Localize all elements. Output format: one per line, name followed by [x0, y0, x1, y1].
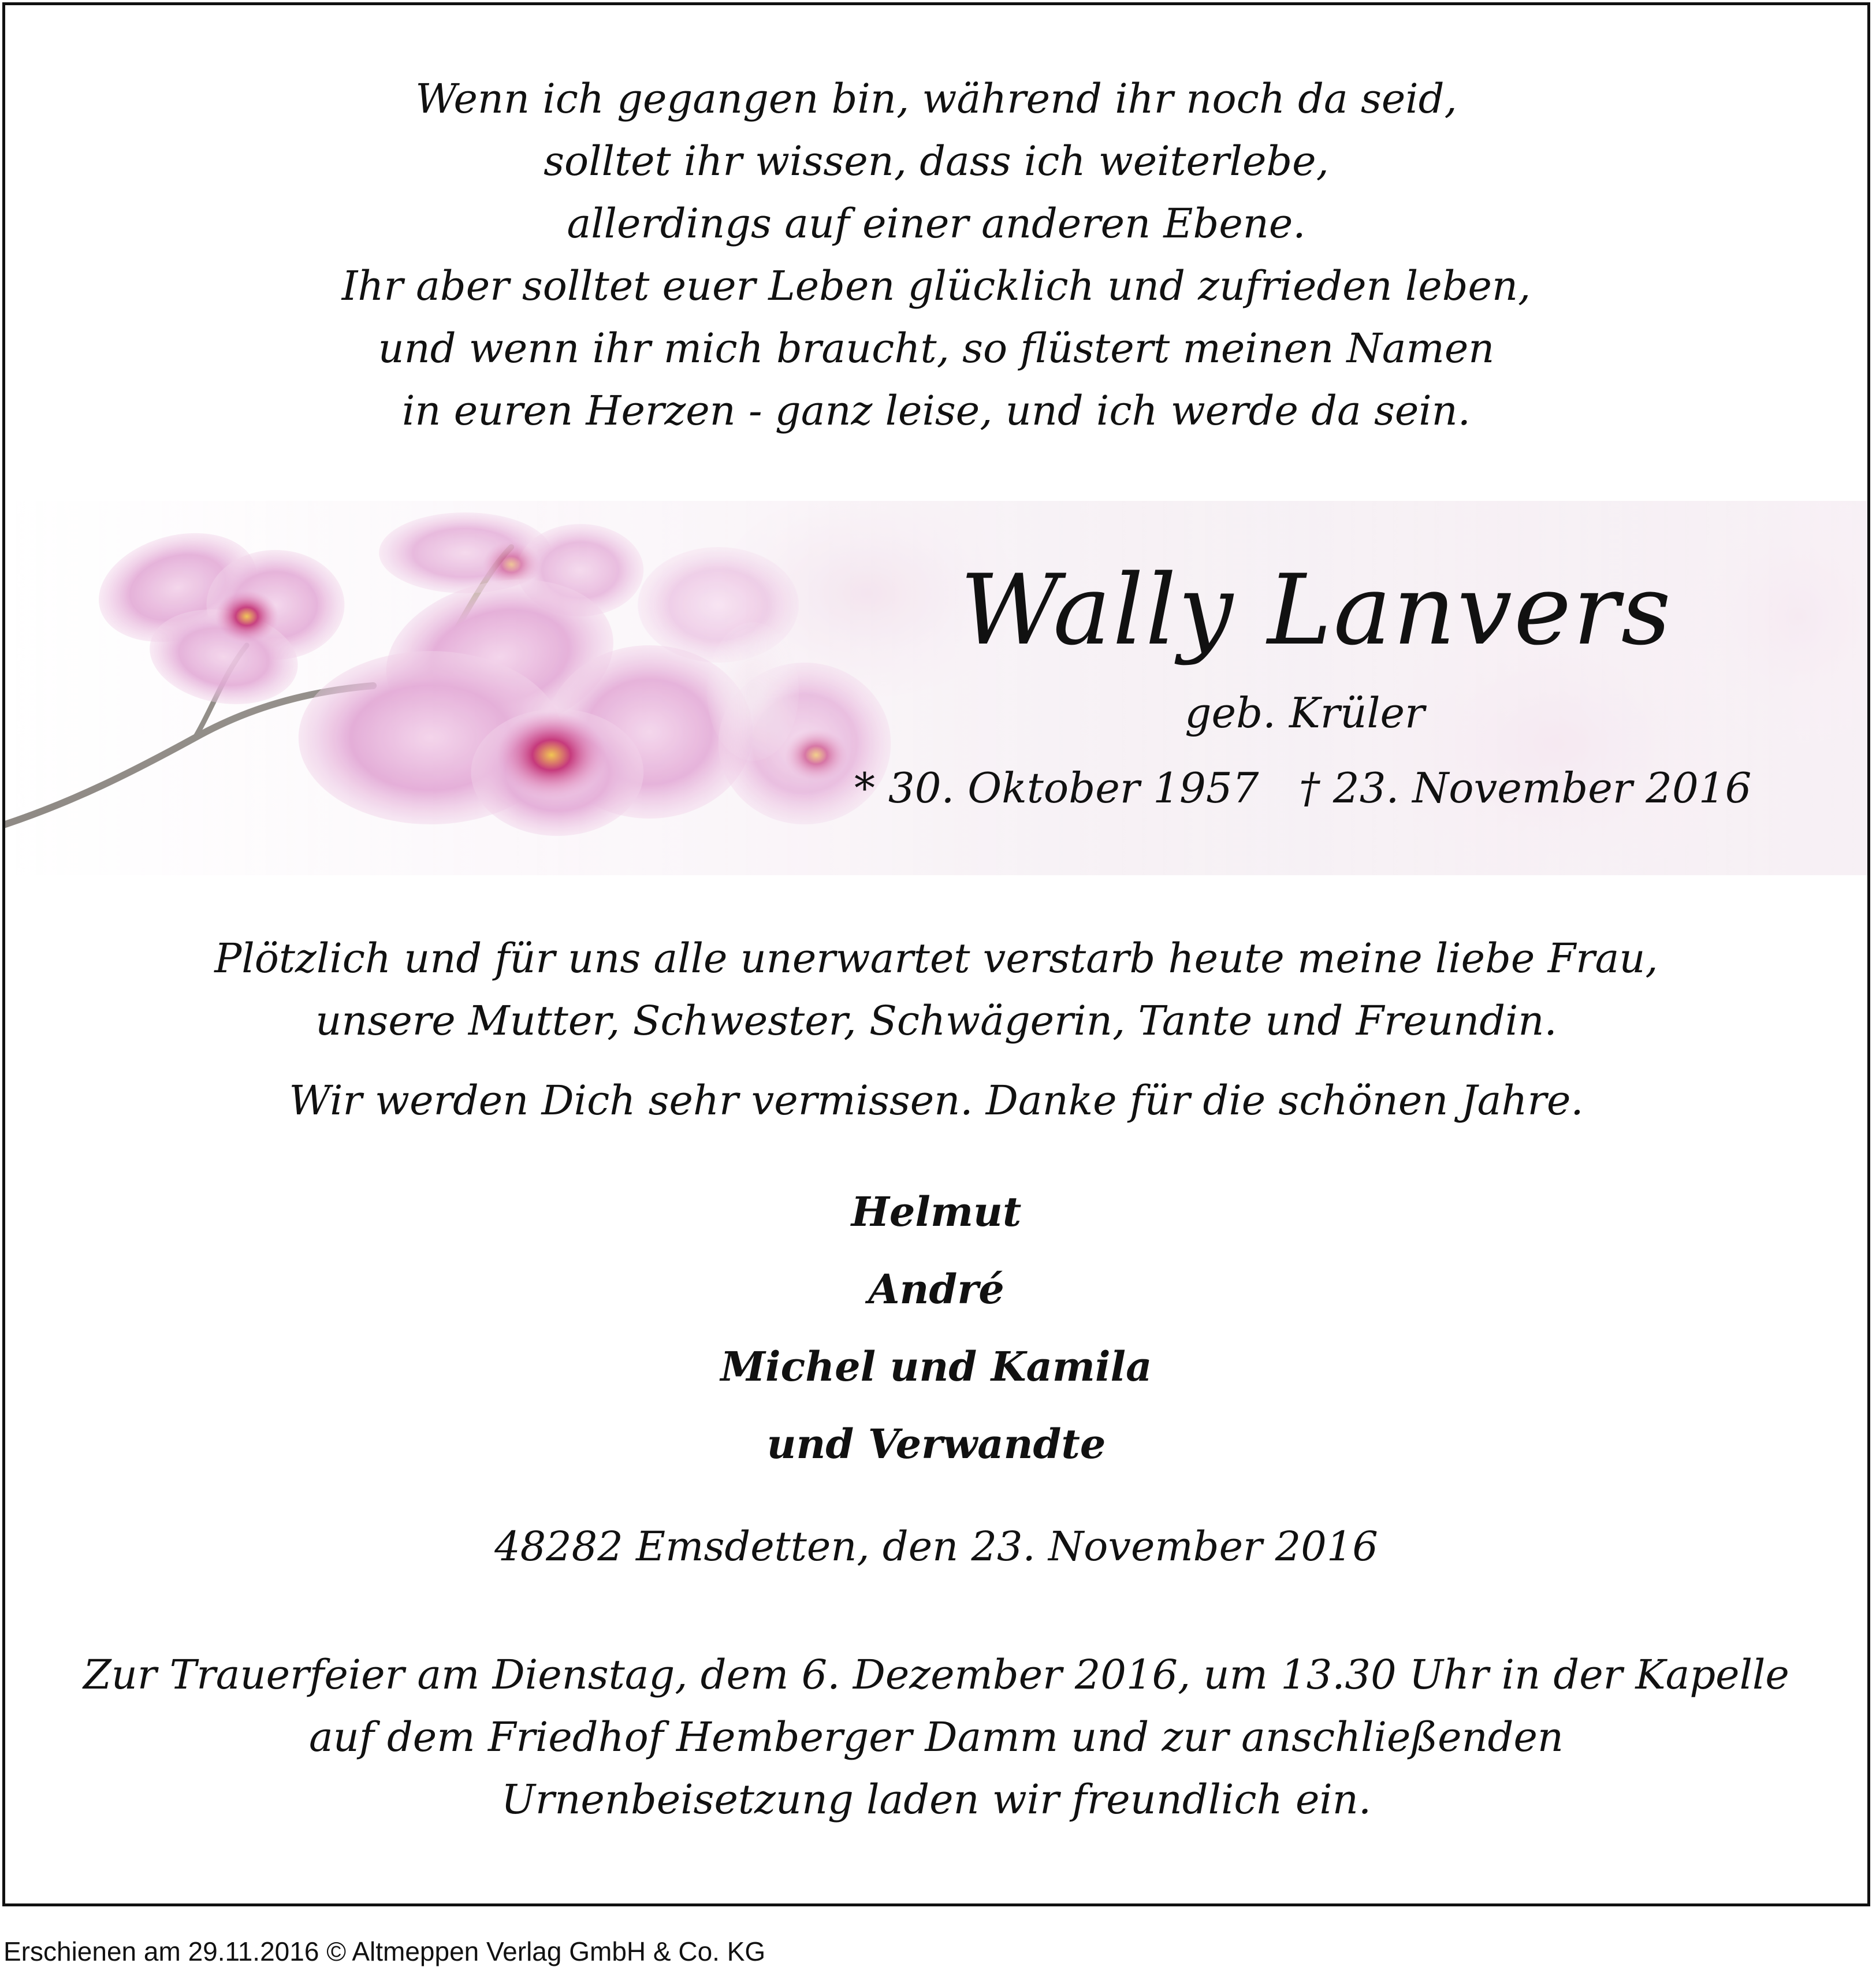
funeral-line: Urnenbeisetzung laden wir freundlich ein.	[501, 1776, 1372, 1823]
poem-line: solltet ihr wissen, dass ich weiterlebe,	[544, 137, 1329, 185]
mourner-name: Michel und Kamila	[720, 1343, 1152, 1390]
mourner-name: André	[868, 1265, 1004, 1313]
poem-line: in euren Herzen - ganz leise, und ich werde da sein.	[401, 387, 1471, 434]
funeral-notice	[5, 1644, 1867, 1831]
funeral-line: auf dem Friedhof Hemberger Damm und zur anschließenden	[309, 1713, 1564, 1761]
mourners-list	[5, 1173, 1867, 1483]
place-date: 48282 Emsdetten, den 23. November 2016	[494, 1523, 1378, 1570]
birth-date: * 30. Oktober 1957	[854, 764, 1259, 812]
announcement-line: Plötzlich und für uns alle unerwartet verstarb heute meine liebe Frau,	[214, 935, 1658, 982]
poem-line: Wenn ich gegangen bin, während ihr noch da seid,	[415, 75, 1457, 122]
funeral-line: Zur Trauerfeier am Dienstag, dem 6. Dezember 2016, um 13.30 Uhr in der Kapelle	[83, 1651, 1789, 1698]
death-date: † 23. November 2016	[1299, 764, 1752, 812]
poem	[5, 68, 1867, 442]
farewell-text: Wir werden Dich sehr vermissen. Danke für die schönen Jahre.	[289, 1077, 1584, 1124]
deceased-name: Wally Lanvers	[960, 553, 1673, 667]
mourner-name: und Verwandte	[766, 1420, 1106, 1468]
orchid-banner	[5, 501, 1867, 875]
mourner-name: Helmut	[851, 1188, 1022, 1236]
birth-name: geb. Krüler	[1185, 689, 1425, 737]
publication-footer: Erschienen am 29.11.2016 © Altmeppen Verlag GmbH & Co. KG	[3, 1936, 766, 1966]
announcement-line: unsere Mutter, Schwester, Schwägerin, Tante und Freundin.	[315, 997, 1557, 1044]
poem-line: allerdings auf einer anderen Ebene.	[567, 200, 1306, 247]
poem-line: Ihr aber solltet euer Leben glücklich und zufrieden leben,	[341, 262, 1531, 310]
announcement	[5, 927, 1867, 1052]
farewell-line	[5, 1069, 1867, 1132]
poem-line: und wenn ihr mich braucht, so flüstert meinen Namen	[378, 325, 1495, 372]
obituary-frame	[2, 2, 1870, 1906]
